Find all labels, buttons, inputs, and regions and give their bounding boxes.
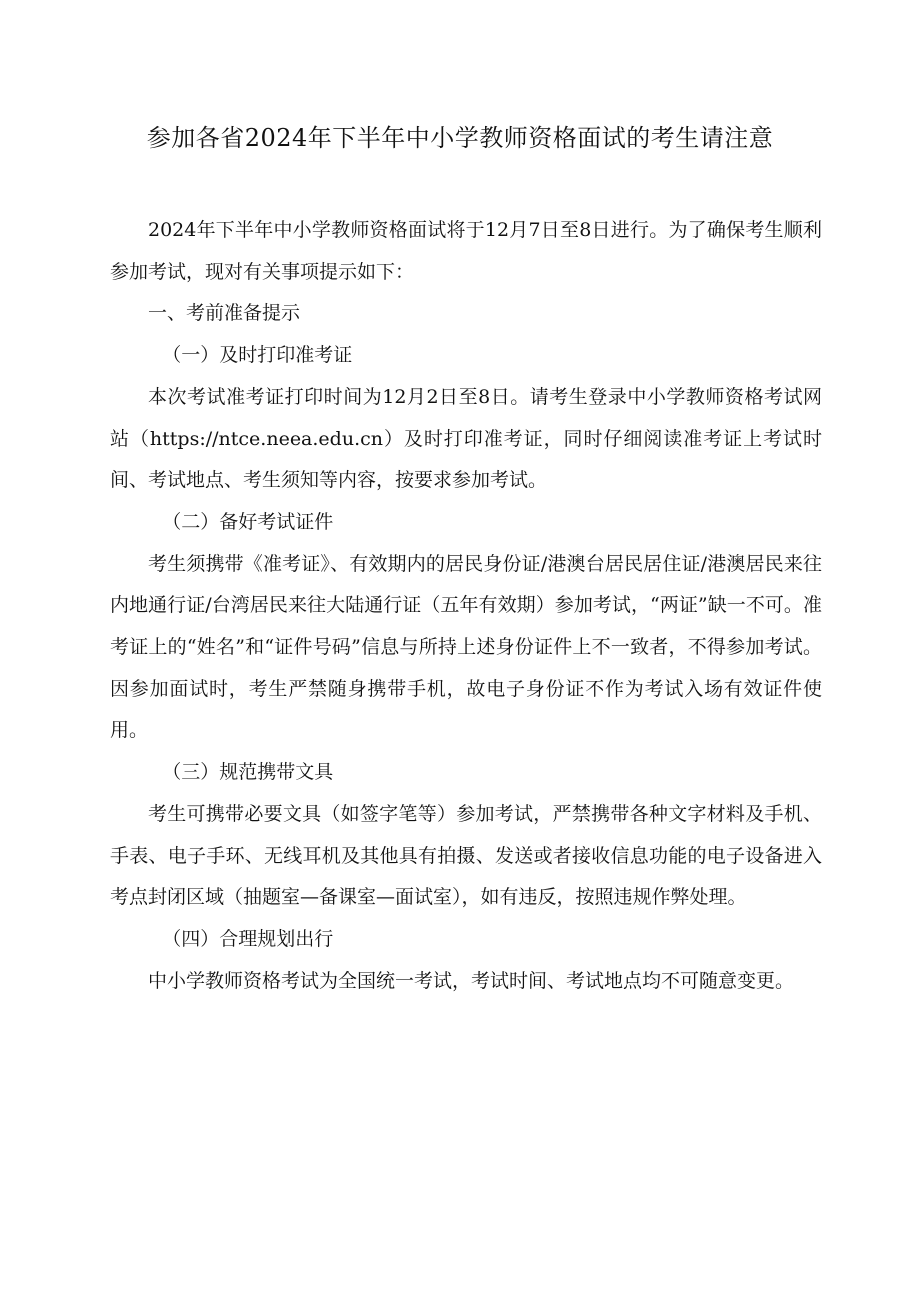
subsection-heading-stationery: （三）规范携带文具 <box>162 761 334 784</box>
document-body <box>110 210 822 1002</box>
paragraph-exam-documents: 考生须携带《准考证》、有效期内的居民身份证/港澳台居民居住证/港澳居民来往内地通行证/台湾居民来往大陆通行证（五年有效期）参加考试，“两证”缺一不可。准考证上的“姓名”和“证件号码”信息与所持上述身份证件上不一致者，不得参加考试。因参加面试时，考生严禁随身携带手机，故电子身份证不作为考试入场有效证件使用。 <box>110 552 822 742</box>
subsection-heading-travel-planning: （四）合理规划出行 <box>162 927 334 950</box>
paragraph-print-admission-ticket: 本次考试准考证打印时间为12月2日至8日。请考生登录中小学教师资格考试网站（https://ntce.neea.edu.cn）及时打印准考证，同时仔细阅读准考证上考试时间、考试地点、考生须知等内容，按要求参加考试。 <box>110 385 822 492</box>
paragraph-stationery: 考生可携带必要文具（如签字笔等）参加考试，严禁携带各种文字材料及手机、手表、电子手环、无线耳机及其他具有拍摄、发送或者接收信息功能的电子设备进入考点封闭区域（抽题室—备课室—面试室），如有违反，按照违规作弊处理。 <box>110 802 822 909</box>
section-heading-exam-preparation: 一、考前准备提示 <box>148 302 301 325</box>
document-title: 参加各省2024年下半年中小学教师资格面试的考生请注意 <box>146 124 774 152</box>
intro-paragraph: 2024年下半年中小学教师资格面试将于12月7日至8日进行。为了确保考生顺利参加考试，现对有关事项提示如下： <box>110 219 822 283</box>
paragraph-travel-planning: 中小学教师资格考试为全国统一考试，考试时间、考试地点均不可随意变更。 <box>148 969 795 992</box>
subsection-heading-print-admission-ticket: （一）及时打印准考证 <box>162 344 353 367</box>
subsection-heading-exam-documents: （二）备好考试证件 <box>162 510 334 533</box>
